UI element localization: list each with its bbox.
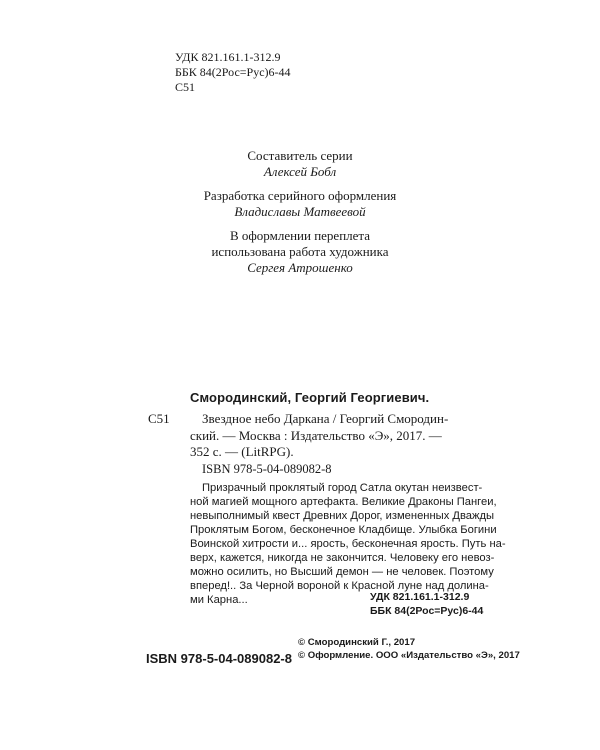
cover-credit xyxy=(0,228,600,276)
annotation-line: Проклятым Богом, бесконечное Кладбище. Улыбка Богини xyxy=(190,524,497,536)
cover-artist-name: Сергея Атрошенко xyxy=(247,260,353,275)
series-compiler-name: Алексей Бобл xyxy=(263,164,337,179)
series-compiler-label: Составитель серии xyxy=(247,148,353,163)
copyright-block xyxy=(298,636,520,662)
bbk-code-bottom: ББК 84(2Рос=Рус)6-44 xyxy=(370,605,484,617)
top-classification-codes xyxy=(175,50,291,95)
bibliographic-author-mark: С51 xyxy=(148,411,170,426)
annotation-line: ми Карна... xyxy=(190,594,248,606)
bbk-code: ББК 84(2Рос=Рус)6-44 xyxy=(175,65,291,79)
annotation-line: ной магией мощного артефакта. Великие Драконы Пангеи, xyxy=(190,496,497,508)
author-mark: С51 xyxy=(175,80,196,94)
biblio-line: ский. — Москва : Издательство «Э», 2017. — xyxy=(190,427,442,443)
biblio-line: Звездное небо Даркана / Георгий Смородин- xyxy=(202,411,449,426)
annotation xyxy=(190,481,506,607)
biblio-line: 352 с. — (LitRPG). xyxy=(190,444,294,459)
annotation-line: Призрачный проклятый город Сатла окутан неизвест- xyxy=(202,482,483,494)
design-credit xyxy=(0,188,600,220)
annotation-line: верх, кажется, никогда не закончится. Человеку его невоз- xyxy=(190,552,495,564)
design-name: Владиславы Матвеевой xyxy=(234,204,366,219)
annotation-line: невыполнимый квест Древних Дорог, измененных Дважды xyxy=(190,510,495,522)
bibliographic-author: Смородинский, Георгий Георгиевич. xyxy=(190,390,430,405)
cover-label-1: В оформлении переплета xyxy=(229,228,371,243)
copyright-design: © Оформление. ООО «Издательство «Э», 2017 xyxy=(298,650,520,661)
annotation-line: Воинской хитрости и... ярость, бесконечная ярость. Путь на- xyxy=(190,538,506,550)
annotation-line: можно осилить, но Высший демон — не человек. Поэтому xyxy=(190,566,494,578)
annotation-line: вперед!.. За Черной вороной к Красной луне над долина- xyxy=(190,580,489,592)
udk-code-bottom: УДК 821.161.1-312.9 xyxy=(370,591,470,603)
footer-isbn: ISBN 978-5-04-089082-8 xyxy=(146,651,292,666)
series-compiler-credit xyxy=(0,148,600,180)
design-label: Разработка серийного оформления xyxy=(203,188,397,203)
bibliographic-description xyxy=(190,411,465,461)
bottom-classification-codes xyxy=(370,590,483,618)
bibliographic-isbn: ISBN 978-5-04-089082-8 xyxy=(202,462,332,476)
cover-label-2: использована работа художника xyxy=(211,244,389,259)
udk-code: УДК 821.161.1-312.9 xyxy=(175,50,281,64)
copyright-author: © Смородинский Г., 2017 xyxy=(298,637,416,648)
